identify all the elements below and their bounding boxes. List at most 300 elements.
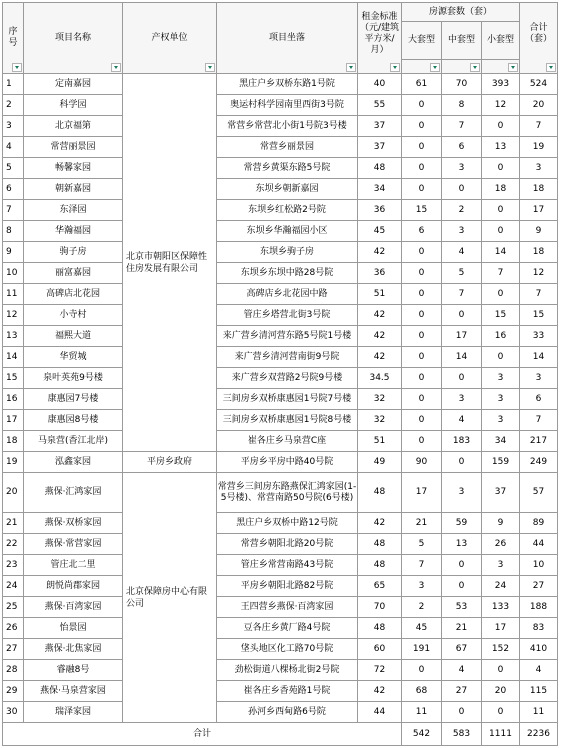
cell-small[interactable]: 20 (482, 681, 520, 702)
cell-seq[interactable]: 18 (3, 431, 24, 452)
cell-small[interactable]: 0 (482, 347, 520, 368)
cell-large[interactable]: 0 (402, 305, 442, 326)
cell-total[interactable]: 15 (520, 305, 558, 326)
cell-seq[interactable]: 19 (3, 452, 24, 473)
cell-seq[interactable]: 16 (3, 389, 24, 410)
cell-address[interactable]: 崔各庄乡马泉营C座 (217, 431, 358, 452)
cell-rent[interactable]: 49 (358, 452, 402, 473)
table-row[interactable] (3, 326, 558, 347)
cell-large[interactable]: 0 (402, 431, 442, 452)
cell-address[interactable]: 常营乡常营北小街1号院3号楼 (217, 116, 358, 137)
summary-medium[interactable]: 583 (442, 723, 482, 746)
cell-seq[interactable]: 7 (3, 200, 24, 221)
cell-address[interactable]: 三间房乡双桥康惠园1号院7号楼 (217, 389, 358, 410)
cell-small[interactable]: 15 (482, 305, 520, 326)
cell-medium[interactable]: 4 (442, 242, 482, 263)
cell-seq[interactable]: 3 (3, 116, 24, 137)
cell-name[interactable]: 常营丽景园 (24, 137, 123, 158)
cell-name[interactable]: 康惠园7号楼 (24, 389, 123, 410)
cell-small[interactable]: 18 (482, 179, 520, 200)
filter-dropdown-icon[interactable] (390, 63, 400, 72)
cell-seq[interactable]: 29 (3, 681, 24, 702)
filter-dropdown-icon[interactable] (430, 63, 440, 72)
cell-large[interactable]: 0 (402, 242, 442, 263)
cell-address[interactable]: 奥运村科学园南里西街3号院 (217, 95, 358, 116)
cell-large[interactable]: 191 (402, 639, 442, 660)
cell-seq[interactable]: 24 (3, 576, 24, 597)
cell-small[interactable]: 393 (482, 74, 520, 95)
cell-total[interactable]: 33 (520, 326, 558, 347)
cell-medium[interactable]: 3 (442, 158, 482, 179)
cell-seq[interactable]: 23 (3, 555, 24, 576)
header-name[interactable]: 项目名称 (24, 3, 123, 74)
cell-seq[interactable]: 1 (3, 74, 24, 95)
cell-name[interactable]: 畅馨家园 (24, 158, 123, 179)
cell-medium[interactable]: 0 (442, 555, 482, 576)
cell-seq[interactable]: 26 (3, 618, 24, 639)
cell-rent[interactable]: 37 (358, 116, 402, 137)
header-owner[interactable]: 产权单位 (123, 3, 217, 74)
cell-seq[interactable]: 9 (3, 242, 24, 263)
cell-medium[interactable]: 5 (442, 263, 482, 284)
cell-small[interactable]: 159 (482, 452, 520, 473)
cell-medium[interactable]: 13 (442, 534, 482, 555)
cell-seq[interactable]: 12 (3, 305, 24, 326)
cell-large[interactable]: 61 (402, 74, 442, 95)
header-small: 小套型 (482, 22, 520, 60)
cell-name[interactable]: 管庄北二里 (24, 555, 123, 576)
cell-rent[interactable]: 42 (358, 513, 402, 534)
cell-rent[interactable]: 51 (358, 284, 402, 305)
cell-total[interactable]: 12 (520, 263, 558, 284)
cell-total[interactable]: 7 (520, 410, 558, 431)
cell-medium[interactable]: 0 (442, 179, 482, 200)
cell-total[interactable]: 9 (520, 221, 558, 242)
cell-small[interactable]: 7 (482, 263, 520, 284)
cell-seq[interactable]: 30 (3, 702, 24, 723)
cell-address[interactable]: 来广营乡清河营南街9号院 (217, 347, 358, 368)
cell-large[interactable]: 0 (402, 263, 442, 284)
cell-medium[interactable]: 0 (442, 452, 482, 473)
cell-total[interactable]: 188 (520, 597, 558, 618)
cell-medium[interactable]: 0 (442, 368, 482, 389)
table-row[interactable] (3, 74, 558, 95)
header-large: 大套型 (402, 22, 442, 60)
cell-total[interactable]: 20 (520, 95, 558, 116)
cell-medium[interactable]: 3 (442, 221, 482, 242)
table-row[interactable] (3, 389, 558, 410)
cell-seq[interactable]: 22 (3, 534, 24, 555)
cell-total[interactable]: 7 (520, 116, 558, 137)
cell-rent[interactable]: 40 (358, 74, 402, 95)
cell-small[interactable]: 37 (482, 473, 520, 513)
cell-name[interactable]: 华贸城 (24, 347, 123, 368)
cell-rent[interactable]: 55 (358, 95, 402, 116)
cell-small[interactable]: 17 (482, 618, 520, 639)
cell-small[interactable]: 133 (482, 597, 520, 618)
cell-address[interactable]: 东坝乡朝新嘉园 (217, 179, 358, 200)
cell-total[interactable]: 249 (520, 452, 558, 473)
cell-name[interactable]: 高碑店北花园 (24, 284, 123, 305)
table-row[interactable] (3, 263, 558, 284)
cell-total[interactable]: 6 (520, 389, 558, 410)
summary-total[interactable]: 2236 (520, 723, 558, 746)
cell-seq[interactable]: 14 (3, 347, 24, 368)
cell-medium[interactable]: 17 (442, 326, 482, 347)
cell-small[interactable]: 24 (482, 576, 520, 597)
cell-large[interactable]: 6 (402, 221, 442, 242)
cell-address[interactable]: 平房乡平房中路40号院 (217, 452, 358, 473)
cell-total[interactable]: 18 (520, 179, 558, 200)
cell-total[interactable]: 57 (520, 473, 558, 513)
cell-name[interactable]: 泓鑫家园 (24, 452, 123, 473)
cell-total[interactable]: 19 (520, 137, 558, 158)
cell-large[interactable]: 0 (402, 116, 442, 137)
cell-small[interactable]: 0 (482, 702, 520, 723)
table-row[interactable] (3, 513, 558, 534)
cell-total[interactable]: 44 (520, 534, 558, 555)
cell-address[interactable]: 黑庄户乡双桥中路12号院 (217, 513, 358, 534)
cell-address[interactable]: 劲松街道八棵杨北街2号院 (217, 660, 358, 681)
header-large-filter[interactable] (402, 60, 442, 74)
cell-rent[interactable]: 34 (358, 179, 402, 200)
cell-rent[interactable]: 65 (358, 576, 402, 597)
cell-name[interactable]: 朝新嘉园 (24, 179, 123, 200)
table-row[interactable] (3, 95, 558, 116)
cell-total[interactable]: 14 (520, 347, 558, 368)
cell-owner[interactable]: 北京保障房中心有限公司 (123, 473, 217, 723)
header-seq[interactable]: 序号 (3, 3, 24, 74)
cell-total[interactable]: 115 (520, 681, 558, 702)
table-row[interactable] (3, 597, 558, 618)
cell-rent[interactable]: 48 (358, 618, 402, 639)
cell-medium[interactable]: 8 (442, 95, 482, 116)
cell-name[interactable]: 华瀚福园 (24, 221, 123, 242)
cell-total[interactable]: 4 (520, 660, 558, 681)
cell-rent[interactable]: 32 (358, 410, 402, 431)
cell-rent[interactable]: 48 (358, 534, 402, 555)
cell-medium[interactable]: 183 (442, 431, 482, 452)
cell-seq[interactable]: 15 (3, 368, 24, 389)
cell-address[interactable]: 黑庄户乡双桥东路1号院 (217, 74, 358, 95)
cell-small[interactable]: 0 (482, 284, 520, 305)
cell-large[interactable]: 0 (402, 660, 442, 681)
cell-name[interactable]: 燕保·常营家园 (24, 534, 123, 555)
cell-small[interactable]: 12 (482, 95, 520, 116)
cell-name[interactable]: 燕保·百湾家园 (24, 597, 123, 618)
cell-medium[interactable]: 53 (442, 597, 482, 618)
cell-small[interactable]: 0 (482, 221, 520, 242)
cell-seq[interactable]: 8 (3, 221, 24, 242)
cell-address[interactable]: 孙河乡西甸路6号院 (217, 702, 358, 723)
cell-rent[interactable]: 72 (358, 660, 402, 681)
cell-name[interactable]: 燕保·双桥家园 (24, 513, 123, 534)
table-row[interactable] (3, 702, 558, 723)
cell-small[interactable]: 3 (482, 368, 520, 389)
cell-total[interactable]: 10 (520, 555, 558, 576)
cell-medium[interactable]: 14 (442, 347, 482, 368)
cell-total[interactable]: 89 (520, 513, 558, 534)
cell-medium[interactable]: 27 (442, 681, 482, 702)
cell-large[interactable]: 0 (402, 158, 442, 179)
cell-seq[interactable]: 17 (3, 410, 24, 431)
cell-name[interactable]: 康惠园8号楼 (24, 410, 123, 431)
cell-address[interactable]: 管庄乡塔营北街3号院 (217, 305, 358, 326)
cell-rent[interactable]: 48 (358, 158, 402, 179)
cell-large[interactable]: 21 (402, 513, 442, 534)
cell-rent[interactable]: 44 (358, 702, 402, 723)
cell-name[interactable]: 科学园 (24, 95, 123, 116)
cell-small[interactable]: 16 (482, 326, 520, 347)
cell-rent[interactable]: 45 (358, 221, 402, 242)
cell-small[interactable]: 3 (482, 555, 520, 576)
cell-seq[interactable]: 10 (3, 263, 24, 284)
cell-name[interactable]: 燕保·北焦家园 (24, 639, 123, 660)
cell-rent[interactable]: 60 (358, 639, 402, 660)
cell-total[interactable]: 3 (520, 158, 558, 179)
table-row[interactable] (3, 116, 558, 137)
cell-small[interactable]: 13 (482, 137, 520, 158)
header-addr[interactable]: 项目坐落 (217, 3, 358, 74)
cell-seq[interactable]: 13 (3, 326, 24, 347)
cell-total[interactable]: 27 (520, 576, 558, 597)
cell-small[interactable]: 0 (482, 158, 520, 179)
table-row[interactable] (3, 534, 558, 555)
header-units-group: 房源套数（套） (402, 3, 520, 22)
cell-total[interactable]: 217 (520, 431, 558, 452)
cell-name[interactable]: 丽富嘉园 (24, 263, 123, 284)
cell-large[interactable]: 3 (402, 576, 442, 597)
header-total[interactable]: 合计（套） (520, 3, 558, 74)
cell-seq[interactable]: 27 (3, 639, 24, 660)
cell-seq[interactable]: 5 (3, 158, 24, 179)
cell-medium[interactable]: 3 (442, 389, 482, 410)
cell-name[interactable]: 定南嘉园 (24, 74, 123, 95)
cell-total[interactable]: 3 (520, 368, 558, 389)
cell-seq[interactable]: 11 (3, 284, 24, 305)
cell-name[interactable]: 福熙大道 (24, 326, 123, 347)
housing-table (2, 2, 558, 746)
table-row[interactable] (3, 681, 558, 702)
table-row[interactable] (3, 347, 558, 368)
cell-name[interactable]: 马泉营(香江北岸) (24, 431, 123, 452)
cell-total[interactable]: 83 (520, 618, 558, 639)
cell-medium[interactable]: 7 (442, 284, 482, 305)
cell-large[interactable]: 0 (402, 137, 442, 158)
cell-medium[interactable]: 0 (442, 305, 482, 326)
cell-large[interactable]: 68 (402, 681, 442, 702)
summary-small[interactable]: 1111 (482, 723, 520, 746)
cell-name[interactable]: 朗悦尚郡家园 (24, 576, 123, 597)
cell-large[interactable]: 0 (402, 410, 442, 431)
cell-address[interactable]: 东坝乡东坝中路28号院 (217, 263, 358, 284)
cell-address[interactable]: 高碑店乡北花园中路 (217, 284, 358, 305)
cell-rent[interactable]: 48 (358, 555, 402, 576)
cell-medium[interactable]: 0 (442, 576, 482, 597)
filter-dropdown-icon[interactable] (12, 63, 22, 72)
cell-address[interactable]: 常营乡丽景园 (217, 137, 358, 158)
cell-address[interactable]: 王四营乡燕保·百湾家园 (217, 597, 358, 618)
cell-large[interactable]: 0 (402, 368, 442, 389)
cell-small[interactable]: 14 (482, 242, 520, 263)
cell-seq[interactable]: 4 (3, 137, 24, 158)
cell-small[interactable]: 152 (482, 639, 520, 660)
filter-dropdown-icon[interactable] (205, 63, 215, 72)
cell-seq[interactable]: 28 (3, 660, 24, 681)
cell-name[interactable]: 小寺村 (24, 305, 123, 326)
cell-address[interactable]: 东坝乡红松路2号院 (217, 200, 358, 221)
table-row[interactable] (3, 158, 558, 179)
cell-medium[interactable]: 3 (442, 473, 482, 513)
filter-dropdown-icon[interactable] (470, 63, 480, 72)
cell-large[interactable]: 0 (402, 347, 442, 368)
cell-address[interactable]: 东坝乡华瀚福园小区 (217, 221, 358, 242)
cell-rent[interactable]: 37 (358, 137, 402, 158)
cell-small[interactable]: 0 (482, 116, 520, 137)
table-row[interactable] (3, 137, 558, 158)
cell-rent[interactable]: 36 (358, 200, 402, 221)
cell-total[interactable]: 7 (520, 284, 558, 305)
cell-medium[interactable]: 7 (442, 116, 482, 137)
cell-medium[interactable]: 59 (442, 513, 482, 534)
cell-large[interactable]: 0 (402, 179, 442, 200)
cell-rent[interactable]: 70 (358, 597, 402, 618)
cell-rent[interactable]: 34.5 (358, 368, 402, 389)
table-row[interactable] (3, 660, 558, 681)
table-row[interactable] (3, 410, 558, 431)
cell-name[interactable]: 东泽园 (24, 200, 123, 221)
cell-name[interactable]: 燕保·汇鸿家园 (24, 473, 123, 513)
cell-medium[interactable]: 4 (442, 660, 482, 681)
cell-large[interactable]: 17 (402, 473, 442, 513)
filter-dropdown-icon[interactable] (546, 63, 556, 72)
table-row[interactable] (3, 576, 558, 597)
cell-owner[interactable]: 平房乡政府 (123, 452, 217, 473)
cell-address[interactable]: 平房乡朝阳北路82号院 (217, 576, 358, 597)
cell-address[interactable]: 三间房乡双桥康惠园1号院8号楼 (217, 410, 358, 431)
cell-medium[interactable]: 4 (442, 410, 482, 431)
cell-address[interactable]: 管庄乡常营南路43号院 (217, 555, 358, 576)
cell-small[interactable]: 34 (482, 431, 520, 452)
header-small-filter[interactable] (482, 60, 520, 74)
cell-total[interactable]: 410 (520, 639, 558, 660)
cell-name[interactable]: 睿融8号 (24, 660, 123, 681)
cell-large[interactable]: 15 (402, 200, 442, 221)
header-medium-filter[interactable] (442, 60, 482, 74)
cell-medium[interactable]: 70 (442, 74, 482, 95)
cell-address[interactable]: 来广营乡双营路2号院9号楼 (217, 368, 358, 389)
cell-small[interactable]: 3 (482, 389, 520, 410)
cell-large[interactable]: 45 (402, 618, 442, 639)
cell-name[interactable]: 泉叶英苑9号楼 (24, 368, 123, 389)
cell-small[interactable]: 0 (482, 660, 520, 681)
cell-rent[interactable]: 51 (358, 431, 402, 452)
cell-seq[interactable]: 6 (3, 179, 24, 200)
cell-large[interactable]: 7 (402, 555, 442, 576)
cell-large[interactable]: 90 (402, 452, 442, 473)
cell-rent[interactable]: 32 (358, 389, 402, 410)
cell-total[interactable]: 18 (520, 242, 558, 263)
table-row[interactable] (3, 618, 558, 639)
cell-total[interactable]: 11 (520, 702, 558, 723)
cell-large[interactable]: 0 (402, 95, 442, 116)
cell-address[interactable]: 常营乡朝阳北路20号院 (217, 534, 358, 555)
cell-medium[interactable]: 0 (442, 702, 482, 723)
cell-address[interactable]: 豆各庄乡黄厂路4号院 (217, 618, 358, 639)
table-row[interactable] (3, 368, 558, 389)
cell-address[interactable]: 东坝乡驹子房 (217, 242, 358, 263)
cell-small[interactable]: 9 (482, 513, 520, 534)
cell-medium[interactable]: 67 (442, 639, 482, 660)
cell-rent[interactable]: 48 (358, 473, 402, 513)
cell-address[interactable]: 常营乡三间房东路燕保汇鸿家园(1-5号楼)、常营南路50号院(6号楼) (217, 473, 358, 513)
cell-seq[interactable]: 25 (3, 597, 24, 618)
cell-name[interactable]: 北京福第 (24, 116, 123, 137)
cell-address[interactable]: 崔各庄乡香苑路1号院 (217, 681, 358, 702)
table-row[interactable] (3, 242, 558, 263)
table-row[interactable] (3, 639, 558, 660)
cell-large[interactable]: 2 (402, 597, 442, 618)
table-row[interactable] (3, 555, 558, 576)
cell-total[interactable]: 17 (520, 200, 558, 221)
cell-small[interactable]: 26 (482, 534, 520, 555)
cell-rent[interactable]: 42 (358, 347, 402, 368)
cell-rent[interactable]: 42 (358, 242, 402, 263)
summary-row[interactable] (3, 723, 558, 746)
cell-address[interactable]: 垡头地区化工路70号院 (217, 639, 358, 660)
cell-seq[interactable]: 2 (3, 95, 24, 116)
cell-name[interactable]: 怡景园 (24, 618, 123, 639)
cell-medium[interactable]: 21 (442, 618, 482, 639)
cell-medium[interactable]: 6 (442, 137, 482, 158)
table-row[interactable] (3, 473, 558, 513)
cell-address[interactable]: 来广营乡清河营东路5号院1号楼 (217, 326, 358, 347)
cell-owner[interactable]: 北京市朝阳区保障性住房发展有限公司 (123, 74, 217, 452)
cell-rent[interactable]: 42 (358, 305, 402, 326)
cell-large[interactable]: 11 (402, 702, 442, 723)
header-rent[interactable]: 租金标准（元/建筑平方米/月） (358, 3, 402, 74)
cell-large[interactable]: 0 (402, 284, 442, 305)
cell-large[interactable]: 0 (402, 326, 442, 347)
cell-rent[interactable]: 36 (358, 263, 402, 284)
cell-total[interactable]: 524 (520, 74, 558, 95)
cell-medium[interactable]: 2 (442, 200, 482, 221)
cell-seq[interactable]: 20 (3, 473, 24, 513)
table-row[interactable] (3, 221, 558, 242)
table-row[interactable] (3, 452, 558, 473)
cell-small[interactable]: 0 (482, 200, 520, 221)
cell-name[interactable]: 驹子房 (24, 242, 123, 263)
cell-seq[interactable]: 21 (3, 513, 24, 534)
cell-name[interactable]: 瑞泽家园 (24, 702, 123, 723)
summary-large[interactable]: 542 (402, 723, 442, 746)
table-row[interactable] (3, 179, 558, 200)
filter-dropdown-icon[interactable] (508, 63, 518, 72)
cell-address[interactable]: 常营乡黄渠东路5号院 (217, 158, 358, 179)
table-row[interactable] (3, 284, 558, 305)
cell-large[interactable]: 0 (402, 389, 442, 410)
table-row[interactable] (3, 305, 558, 326)
table-row[interactable] (3, 200, 558, 221)
cell-small[interactable]: 3 (482, 410, 520, 431)
filter-dropdown-icon[interactable] (346, 63, 356, 72)
filter-dropdown-icon[interactable] (111, 63, 121, 72)
cell-name[interactable]: 燕保·马泉营家园 (24, 681, 123, 702)
cell-large[interactable]: 5 (402, 534, 442, 555)
cell-rent[interactable]: 42 (358, 681, 402, 702)
cell-rent[interactable]: 42 (358, 326, 402, 347)
table-row[interactable] (3, 431, 558, 452)
